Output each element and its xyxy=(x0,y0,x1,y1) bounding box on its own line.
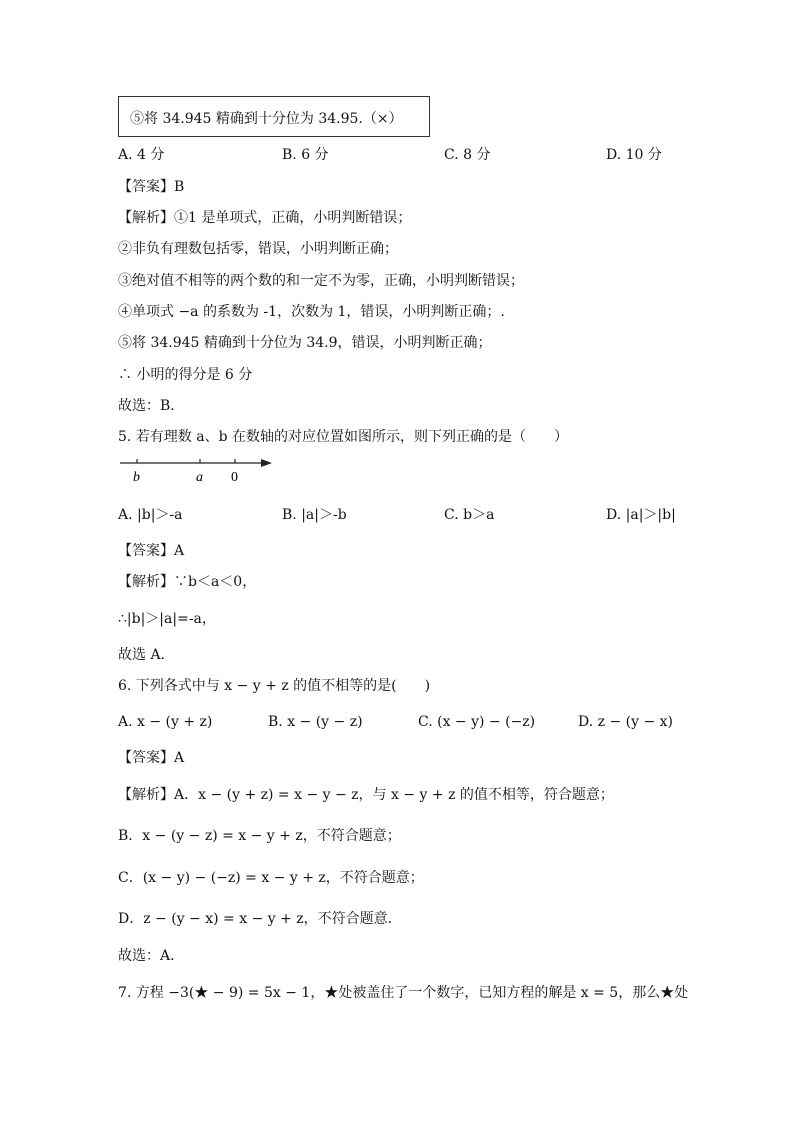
q5-stem: 5. 若有理数 a、b 在数轴的对应位置如图所示，则下列正确的是（ ） xyxy=(118,429,569,445)
q5-option-a: A. |b|＞-a xyxy=(118,507,183,523)
q4-analysis-4: ④单项式 −a 的系数为 -1，次数为 1，错误，小明判断正确；. xyxy=(118,304,505,320)
number-line xyxy=(118,452,278,486)
q6-analysis-5: 故选：A． xyxy=(118,948,185,964)
q6-option-a: A. x − (y + z) xyxy=(118,714,213,730)
q5-answer: 【答案】A xyxy=(118,543,185,559)
q5-option-b: B. |a|＞-b xyxy=(282,507,347,523)
q4-analysis-1: 【解析】①1 是单项式，正确，小明判断错误； xyxy=(118,210,412,226)
q7-stem: 7. 方程 −3(★ − 9) = 5x − 1，★处被盖住了一个数字，已知方程的解是 x = 5，那么★处 xyxy=(118,985,689,1001)
q4-analysis-5: ⑤将 34.945 精确到十分位为 34.9，错误，小明判断正确； xyxy=(118,335,492,351)
q4-analysis-3: ③绝对值不相等的两个数的和一定不为零，正确，小明判断错误； xyxy=(118,273,524,289)
statement-box xyxy=(118,96,430,137)
q5-analysis-2: ∴|b|＞|a|=-a， xyxy=(118,611,216,627)
q4-analysis-2: ②非负有理数包括零，错误，小明判断正确； xyxy=(118,241,398,257)
q5-analysis-3: 故选 A． xyxy=(118,647,175,663)
q6-option-c: C. (x − y) − (−z) xyxy=(418,714,536,730)
q6-option-d: D. z − (y − x) xyxy=(578,714,673,730)
q6-analysis-1: 【解析】A．x − (y + z) = x − y − z，与 x − y + z 的值不相等，符合题意； xyxy=(118,787,614,803)
q4-analysis-6: ∴ 小明的得分是 6 分 xyxy=(118,367,253,383)
q6-analysis-3: C．(x − y) − (−z) = x − y + z，不符合题意； xyxy=(118,870,424,886)
label-zero: 0 xyxy=(231,470,238,485)
q4-answer: 【答案】B xyxy=(118,179,185,195)
q6-analysis-4: D．z − (y − x) = x − y + z，不符合题意． xyxy=(118,911,402,927)
q5-analysis-1: 【解析】∵b＜a＜0， xyxy=(118,574,257,590)
q4-analysis-7: 故选：B． xyxy=(118,398,185,414)
label-a: a xyxy=(196,470,203,485)
q6-stem: 6. 下列各式中与 x − y + z 的值不相等的是( ) xyxy=(118,678,431,694)
label-b: b xyxy=(133,470,140,485)
q5-option-d: D. |a|＞|b| xyxy=(606,507,676,523)
q6-option-b: B. x − (y − z) xyxy=(268,714,363,730)
q4-option-b: B. 6 分 xyxy=(282,147,329,163)
q4-option-a: A. 4 分 xyxy=(118,147,165,163)
axis-arrow-icon xyxy=(261,459,272,467)
q4-option-d: D. 10 分 xyxy=(606,147,662,163)
q6-analysis-2: B．x − (y − z) = x − y + z，不符合题意； xyxy=(118,828,401,844)
q6-answer: 【答案】A xyxy=(118,750,185,766)
q4-option-c: C. 8 分 xyxy=(444,147,491,163)
box-text: ⑤将 34.945 精确到十分位为 34.95.（×） xyxy=(130,111,403,127)
q5-option-c: C. b＞a xyxy=(444,507,495,523)
